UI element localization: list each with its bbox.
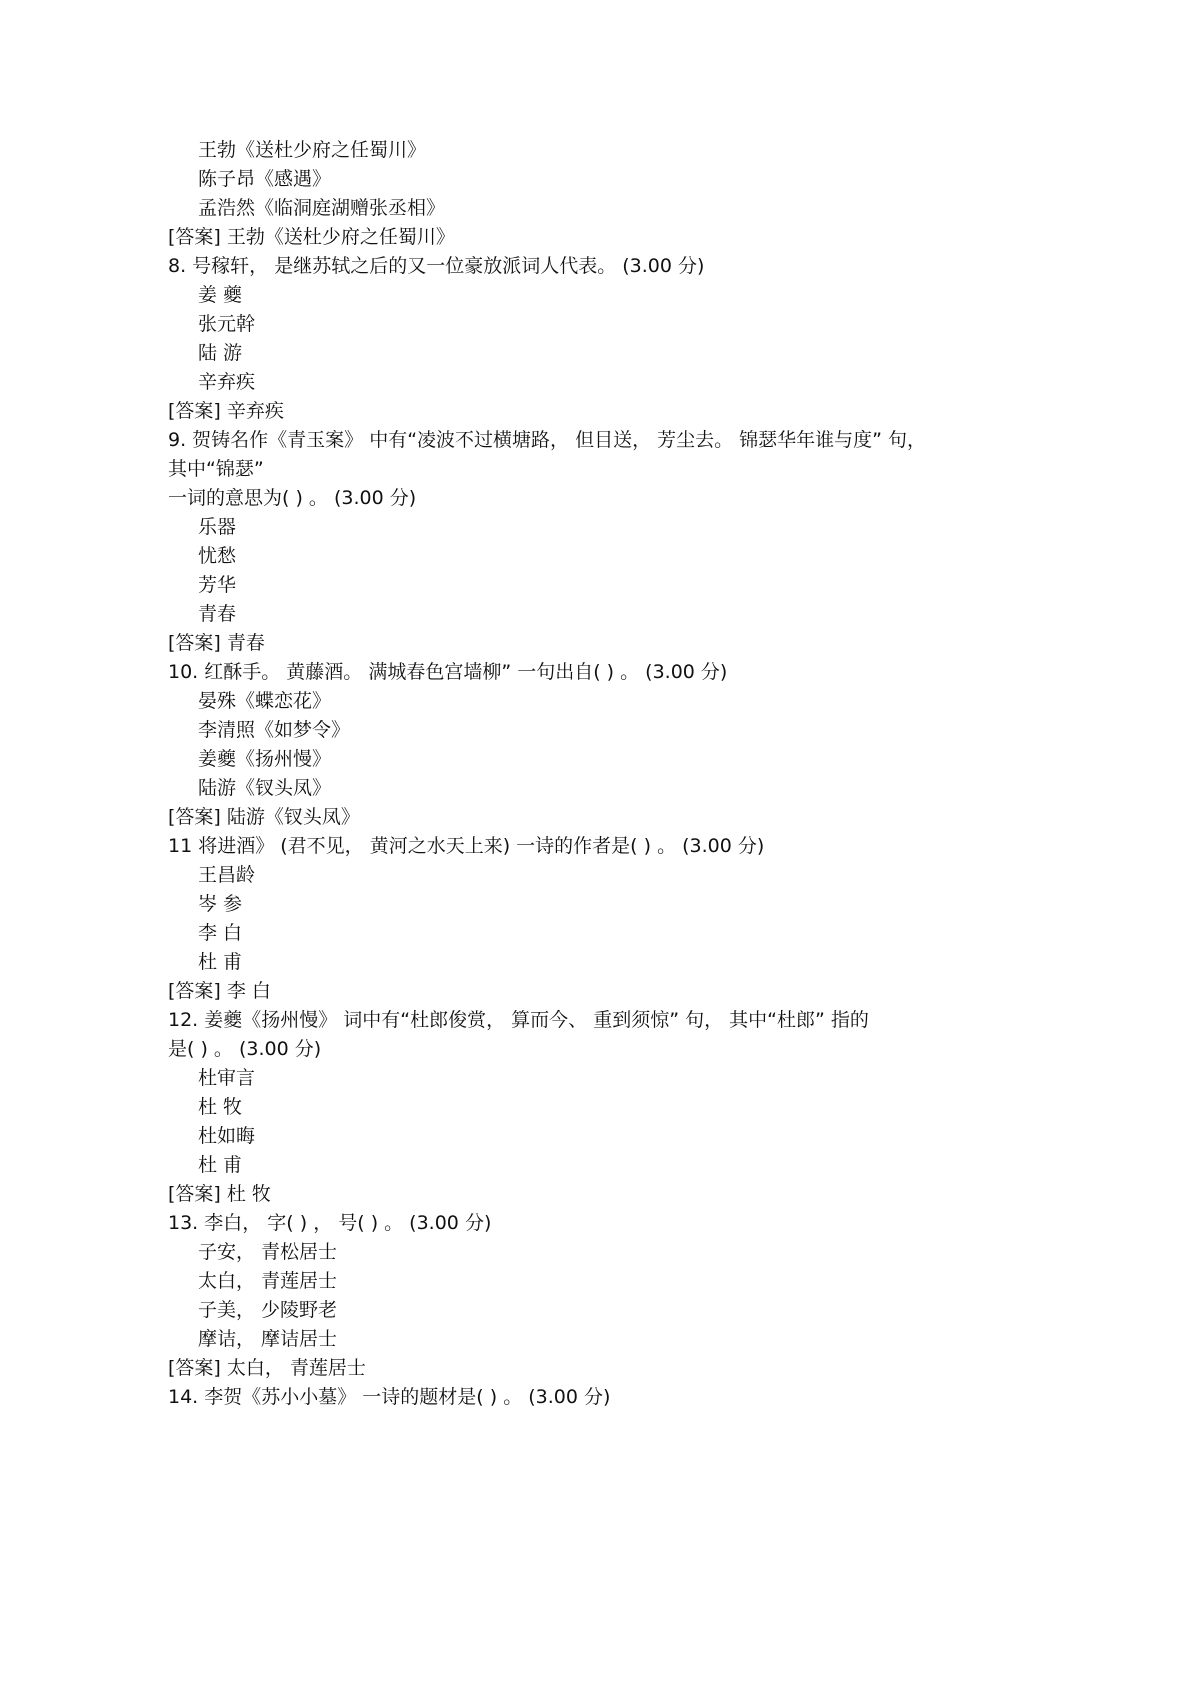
option: 杜如晦	[198, 1125, 256, 1147]
option: 忧愁	[198, 545, 237, 567]
option: 李清照《如梦令》	[198, 719, 351, 741]
question-10	[168, 658, 1128, 832]
question-stem: 13. 李白， 字( ) ， 号( ) 。 (3.00 分)	[168, 1212, 492, 1234]
answer-label: [答案]	[168, 632, 221, 654]
question-14	[168, 1383, 1128, 1412]
option: 辛弃疾	[198, 371, 256, 393]
option: 杜 牧	[198, 1096, 243, 1118]
answer-label: [答案]	[168, 400, 221, 422]
option: 王勃《送杜少府之任蜀川》	[198, 139, 427, 161]
question-stem: 12. 姜夔《扬州慢》 词中有“杜郎俊赏， 算而今、 重到须惊” 句， 其中“杜郎” 指的	[168, 1009, 869, 1031]
option: 王昌龄	[198, 864, 256, 886]
option: 姜 夔	[198, 284, 243, 306]
question-stem: 是( ) 。 (3.00 分)	[168, 1038, 322, 1060]
question-stem: 11 将进酒》 (君不见， 黄河之水天上来) 一诗的作者是( ) 。 (3.00 分)	[168, 835, 765, 857]
option: 摩诘， 摩诘居士	[198, 1328, 338, 1350]
option: 晏殊《蝶恋花》	[198, 690, 332, 712]
question-13	[168, 1209, 1128, 1383]
option: 李 白	[198, 922, 243, 944]
answer-text: 陆游《钗头凤》	[226, 806, 360, 828]
option: 子安， 青松居士	[198, 1241, 338, 1263]
option: 杜 甫	[198, 1154, 243, 1176]
option: 陈子昂《感遇》	[198, 168, 332, 190]
question-stem: 10. 红酥手。 黄藤酒。 满城春色宫墙柳” 一句出自( ) 。 (3.00 分)	[168, 661, 728, 683]
answer-line	[168, 1180, 1128, 1209]
question-7-tail	[168, 136, 1128, 252]
question-8	[168, 252, 1128, 426]
answer-label: [答案]	[168, 806, 221, 828]
question-11	[168, 832, 1128, 1006]
answer-label: [答案]	[168, 980, 221, 1002]
answer-text: 杜 牧	[226, 1183, 271, 1205]
answer-label: [答案]	[168, 1183, 221, 1205]
option: 青春	[198, 603, 237, 625]
question-stem: 其中“锦瑟”	[168, 458, 264, 480]
answer-text: 李 白	[226, 980, 271, 1002]
answer-line	[168, 629, 1128, 658]
answer-line	[168, 977, 1128, 1006]
answer-label: [答案]	[168, 226, 221, 248]
option: 杜审言	[198, 1067, 256, 1089]
answer-text: 青春	[226, 632, 265, 654]
question-stem: 9. 贺铸名作《青玉案》 中有“凌波不过横塘路， 但目送， 芳尘去。 锦瑟华年谁与度” 句，	[168, 429, 927, 451]
option: 陆游《钗头凤》	[198, 777, 332, 799]
question-9	[168, 426, 1128, 658]
answer-text: 王勃《送杜少府之任蜀川》	[226, 226, 455, 248]
option: 杜 甫	[198, 951, 243, 973]
question-stem: 14. 李贺《苏小小墓》 一诗的题材是( ) 。 (3.00 分)	[168, 1386, 611, 1408]
option: 姜夔《扬州慢》	[198, 748, 332, 770]
option: 陆 游	[198, 342, 243, 364]
answer-label: [答案]	[168, 1357, 221, 1379]
answer-line	[168, 1354, 1128, 1383]
question-12	[168, 1006, 1128, 1209]
option: 岑 参	[198, 893, 243, 915]
option: 子美， 少陵野老	[198, 1299, 338, 1321]
option: 太白， 青莲居士	[198, 1270, 338, 1292]
option: 芳华	[198, 574, 237, 596]
question-stem: 一词的意思为( ) 。 (3.00 分)	[168, 487, 417, 509]
answer-line	[168, 397, 1128, 426]
answer-text: 太白， 青莲居士	[226, 1357, 366, 1379]
document-page	[168, 136, 1128, 1412]
answer-line	[168, 803, 1128, 832]
option: 孟浩然《临洞庭湖赠张丞相》	[198, 197, 446, 219]
answer-text: 辛弃疾	[226, 400, 284, 422]
question-stem: 8. 号稼轩， 是继苏轼之后的又一位豪放派词人代表。 (3.00 分)	[168, 255, 705, 277]
answer-line	[168, 223, 1128, 252]
option: 乐器	[198, 516, 237, 538]
option: 张元幹	[198, 313, 256, 335]
